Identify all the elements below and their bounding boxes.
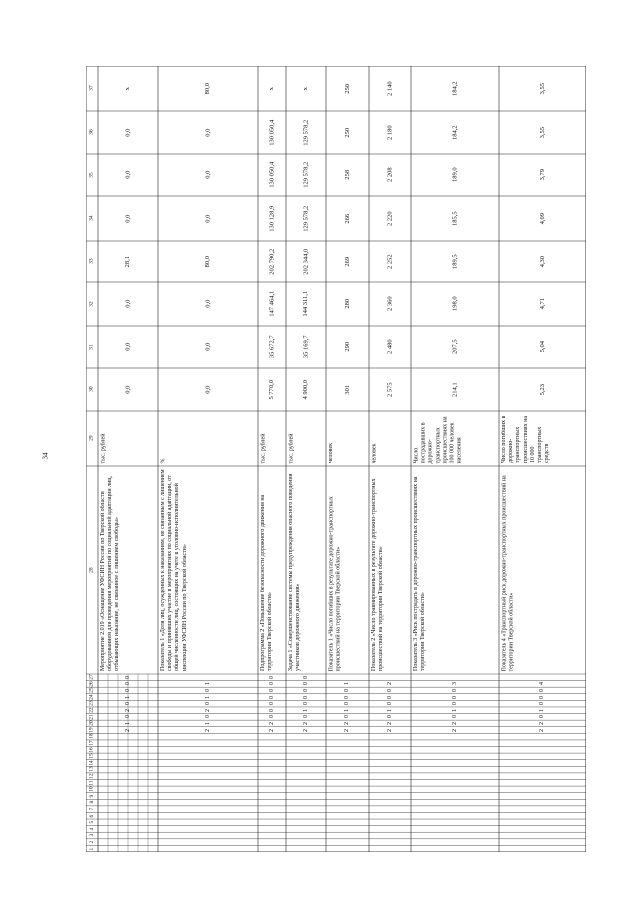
column-number-28: 28	[88, 567, 95, 573]
row-value: 2 480	[386, 339, 394, 355]
column-number-24: 24	[88, 694, 95, 700]
row-value: 35 169,7	[302, 335, 310, 359]
code-digit: 2	[124, 728, 131, 732]
code-digit: 4	[539, 682, 546, 686]
row-name: Показатель 1 «Доля лиц, осужденных к наказаниям, не связанным с лишением свободы и принявших участие в мероприятиях по социальной адаптации, от общей численности лиц, состоящих на учете в уголовно-исполнительной инспекции УФСИН России по Тверской области»	[160, 469, 188, 671]
row-name: Показатель 1 «Число погибших в результате дорожно-транспортных происшествий на территории Тверской области»	[328, 495, 342, 671]
row-value: 5,04	[538, 341, 546, 353]
row-value: 129 578,2	[302, 162, 310, 188]
column-number-13: 13	[88, 766, 95, 773]
column-number-21: 21	[88, 714, 95, 720]
code-digit: 2	[268, 728, 275, 732]
code-digit: 1	[204, 721, 211, 725]
column-number-19: 19	[88, 727, 95, 733]
row-value: 184,2	[451, 125, 459, 140]
row-value: 207,5	[451, 339, 459, 355]
column-number-20: 20	[88, 720, 95, 727]
row-value: х	[302, 86, 310, 91]
code-digit: 1	[124, 695, 131, 699]
column-number-12: 12	[88, 773, 95, 779]
row-value: 4,30	[538, 255, 546, 268]
code-digit: 2	[386, 721, 393, 725]
row-name: Показатель 2 «Число травмированных в результате дорожно-транспортных происшествий на территории Тверской области»	[371, 478, 385, 671]
code-digit: 2	[539, 721, 546, 725]
row-unit: Число пострадавших в дорожно-транспортных происшествиях на 100 000 человек населения	[413, 416, 463, 463]
code-digit: 0	[302, 702, 309, 706]
code-digit: 2	[268, 721, 275, 725]
row-name: Показатель 4 «Транспортный риск дорожно-транспортных происшествий на территории Тверской области»	[501, 474, 515, 671]
row-value: 269	[343, 256, 351, 267]
code-digit: 0	[386, 688, 393, 692]
column-number-36: 36	[88, 129, 95, 136]
column-number-30: 30	[88, 386, 95, 393]
row-unit: человек	[328, 442, 334, 463]
column-number-17: 17	[88, 740, 95, 746]
code-digit: 2	[386, 682, 393, 686]
code-digit: 0	[539, 695, 546, 699]
code-digit: 0	[344, 715, 351, 719]
row-value: 2 208	[386, 167, 394, 183]
code-digit: 0	[268, 675, 275, 679]
code-digit: 0	[302, 675, 309, 679]
code-digit: 2	[204, 708, 211, 712]
row-value: 130 128,9	[268, 205, 276, 232]
code-digit: 0	[451, 702, 458, 706]
row-value: 0,0	[204, 342, 212, 352]
column-number-37: 37	[88, 85, 95, 92]
code-digit: 0	[302, 682, 309, 686]
code-digit: 1	[344, 708, 351, 712]
row-value: 80,0	[204, 255, 212, 268]
code-digit: 0	[302, 688, 309, 692]
code-digit: 3	[451, 682, 458, 686]
code-digit: 0	[539, 715, 546, 719]
row-value: 189,5	[451, 254, 459, 269]
row-value: 2 220	[386, 211, 394, 226]
row-value: 301	[343, 384, 351, 395]
row-name: Подпрограмма 2 «Повышение безопасности дорожного движения на территории Тверской области»	[260, 494, 274, 671]
code-digit: 0	[302, 695, 309, 699]
row-value: 250	[343, 127, 351, 138]
row-value: 3,79	[538, 169, 546, 181]
code-digit: 0	[204, 702, 211, 706]
column-number-27: 27	[88, 674, 95, 681]
column-number-3: 3	[88, 834, 95, 837]
row-value: 0,0	[124, 299, 132, 309]
row-value: 129 578,2	[302, 205, 310, 232]
code-digit: 0	[268, 715, 275, 719]
row-value: 4,71	[538, 298, 546, 310]
row-name: Задача 1 «Совершенствование системы предупреждения опасного поведения участников дорожного движения»	[288, 473, 302, 671]
column-number-15: 15	[88, 753, 95, 760]
code-digit: 0	[344, 702, 351, 706]
row-value: 2 360	[386, 296, 394, 312]
code-digit: 0	[451, 688, 458, 692]
row-name: Мероприятие 2.019 «Оснащение УФСИН России по Тверской области оборудованием для проведения мероприятий по социальной адаптации лиц, отбывающих наказание, не связанное с лишением свободы»	[100, 475, 121, 671]
row-unit: Число погибших в дорожно-транспортных происшествиях на 10 000 транспортных средств	[501, 415, 551, 463]
code-digit: 1	[451, 708, 458, 712]
code-digit: 0	[268, 688, 275, 692]
row-value: 5,23	[538, 383, 546, 396]
row-unit: тыс. рублей	[100, 433, 106, 463]
column-number-9: 9	[88, 794, 95, 798]
code-digit: 0	[302, 715, 309, 719]
column-number-11: 11	[88, 780, 95, 786]
column-number-8: 8	[88, 801, 95, 804]
row-name: Показатель 3 «Риск пострадать в дорожно-транспортных происшествиях на территории Тверской области»	[413, 476, 427, 671]
row-value: 0,0	[124, 170, 132, 180]
code-digit: 2	[344, 721, 351, 725]
column-number-22: 22	[88, 707, 95, 713]
code-digit: 0	[539, 702, 546, 706]
column-number-23: 23	[88, 700, 95, 707]
row-value: 147 464,1	[268, 291, 276, 317]
column-number-32: 32	[88, 301, 95, 307]
code-digit: 0	[451, 715, 458, 719]
row-value: 4 900,0	[302, 379, 310, 400]
row-value: 266	[343, 213, 351, 224]
code-digit: 2	[539, 728, 546, 732]
row-unit: тыс. рублей	[288, 433, 294, 463]
code-digit: 0	[451, 695, 458, 699]
code-digit: 1	[386, 708, 393, 712]
row-value: 0,0	[204, 214, 212, 223]
column-number-6: 6	[88, 814, 95, 818]
row-value: 2 252	[386, 254, 394, 269]
code-digit: 0	[124, 688, 131, 692]
code-digit: 2	[451, 721, 458, 725]
row-value: 214,1	[451, 382, 459, 397]
code-digit: 0	[344, 688, 351, 692]
row-value: 189,0	[451, 167, 459, 183]
code-digit: 0	[124, 682, 131, 686]
code-digit: 0	[386, 702, 393, 706]
code-digit: 1	[204, 695, 211, 699]
code-digit: 0	[204, 688, 211, 692]
row-value: 3,55	[538, 126, 546, 139]
row-value: 0,0	[204, 385, 212, 394]
row-unit: тыс. рублей	[260, 433, 266, 463]
code-digit: 2	[124, 708, 131, 712]
row-value: 0,0	[124, 342, 132, 352]
row-value: 130 050,4	[268, 162, 276, 188]
row-value: 130 050,4	[268, 119, 276, 146]
row-value: 184,2	[451, 81, 459, 96]
code-digit: 0	[386, 695, 393, 699]
code-digit: 0	[124, 702, 131, 706]
row-value: 0,0	[124, 214, 132, 223]
column-number-16: 16	[88, 747, 95, 753]
row-value: х	[268, 86, 276, 91]
row-value: 250	[343, 83, 351, 94]
row-unit: человек	[371, 442, 377, 463]
row-unit: %	[160, 458, 166, 463]
row-value: 2 575	[386, 382, 394, 397]
code-digit: 0	[124, 675, 131, 679]
code-digit: 0	[344, 695, 351, 699]
row-value: 2 180	[386, 125, 394, 140]
column-number-18: 18	[88, 733, 95, 740]
row-value: 0,0	[124, 385, 132, 394]
row-value: 202 790,2	[268, 248, 276, 275]
code-digit: 1	[124, 721, 131, 725]
row-value: 0,0	[204, 170, 212, 180]
code-digit: 1	[539, 708, 546, 712]
column-number-26: 26	[88, 681, 95, 687]
column-number-4: 4	[88, 827, 95, 831]
column-number-2: 2	[88, 840, 95, 844]
code-digit: 0	[124, 715, 131, 719]
code-digit: 0	[204, 715, 211, 719]
page-number: 34	[41, 452, 50, 460]
code-digit: 2	[302, 721, 309, 725]
code-digit: 0	[268, 682, 275, 686]
column-number-35: 35	[88, 172, 95, 178]
row-value: 2 140	[386, 81, 394, 96]
data-table	[86, 66, 586, 852]
row-value: 202 344,0	[302, 248, 310, 275]
column-number-31: 31	[88, 344, 95, 350]
code-digit: 2	[344, 728, 351, 732]
row-value: 129 578,2	[302, 119, 310, 146]
code-digit: 0	[268, 702, 275, 706]
code-digit: 1	[204, 682, 211, 686]
row-value: 5 770,0	[268, 379, 276, 400]
column-number-7: 7	[88, 807, 95, 811]
row-value: 290	[343, 342, 351, 352]
row-value: 80,0	[204, 82, 212, 95]
column-number-1: 1	[88, 847, 95, 851]
code-digit: 2	[386, 728, 393, 732]
column-number-14: 14	[88, 760, 95, 766]
column-number-10: 10	[88, 786, 95, 793]
code-digit: 2	[204, 728, 211, 732]
row-value: 35 672,7	[268, 335, 276, 359]
row-value: 144 311,1	[302, 291, 310, 317]
column-number-5: 5	[88, 820, 95, 824]
row-value: х	[124, 86, 132, 91]
code-digit: 2	[451, 728, 458, 732]
row-value: 280	[343, 299, 351, 309]
code-digit: 0	[386, 715, 393, 719]
row-value: 4,09	[538, 212, 546, 225]
row-value: 0,0	[124, 128, 132, 137]
row-value: 185,5	[451, 211, 459, 226]
row-value: 3,55	[538, 82, 546, 95]
code-digit: 2	[302, 728, 309, 732]
code-digit: 0	[268, 708, 275, 712]
row-value: 0,0	[204, 299, 212, 309]
row-value: 258	[343, 170, 351, 180]
code-digit: 1	[344, 682, 351, 686]
row-value: 28,1	[124, 255, 132, 268]
column-number-34: 34	[88, 215, 95, 222]
column-number-25: 25	[88, 687, 95, 694]
column-number-29: 29	[88, 435, 95, 442]
row-value: 198,0	[451, 296, 459, 312]
code-digit: 1	[302, 708, 309, 712]
column-number-33: 33	[88, 258, 95, 265]
row-value: 0,0	[204, 128, 212, 137]
code-digit: 0	[539, 688, 546, 692]
code-digit: 0	[268, 695, 275, 699]
